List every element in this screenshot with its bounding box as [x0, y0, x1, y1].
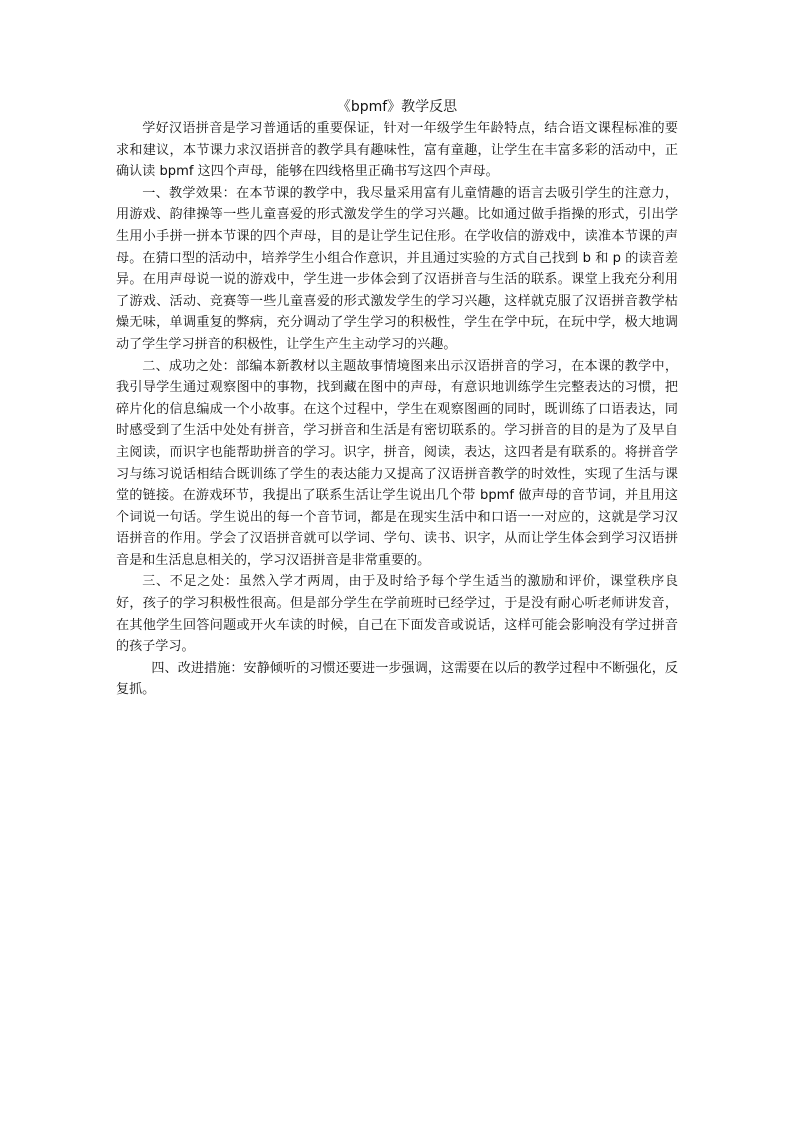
success-paragraph: 二、成功之处：部编本新教材以主题故事情境图来出示汉语拼音的学习，在本课的教学中，我引导学生通过观察图中的事物，找到藏在图中的声母，有意识地训练学生完整表达的习惯，把碎片化的信息编成一个小故事。在这个过程中，学生在观察图画的同时，既训练了口语表达，同时感受到了生活中处处有拼音，学习拼音和生活是有密切联系的。学习拼音的目的是为了及早自主阅读，而识字也能帮助拼音的学习。识字，拼音，阅读，表达，这四者是有联系的。将拼音学习与练习说话相结合既训练了学生的表达能力又提高了汉语拼音教学的时效性，实现了生活与课堂的链接。在游戏环节，我提出了联系生活让学生说出几个带 bpmf 做声母的音节词，并且用这个词说一句话。学生说出的每一个音节词，都是在现实生活中和口语一一对应的，这就是学习汉语拼音的作用。学会了汉语拼音就可以学词、学句、读书、识字，从而让学生体会到学习汉语拼音是和生活息息相关的，学习汉语拼音是非常重要的。: [116, 358, 678, 568]
document-title: 《bpmf》教学反思: [336, 99, 458, 115]
intro-paragraph: 学好汉语拼音是学习普通话的重要保证，针对一年级学生年龄特点，结合语文课程标准的要求和建议，本节课力求汉语拼音的教学具有趣味性，富有童趣，让学生在丰富多彩的活动中，正确认读 bpmf 这四个声母，能够在四线格里正确书写这四个声母。: [116, 121, 678, 180]
improvement-paragraph: 四、改进措施：安静倾听的习惯还要进一步强调，这需要在以后的教学过程中不断强化，反复抓。: [116, 660, 678, 698]
teaching-effect-paragraph: 一、教学效果：在本节课的教学中，我尽量采用富有儿童情趣的语言去吸引学生的注意力，用游戏、韵律操等一些儿童喜爱的形式激发学生的学习兴趣。比如通过做手指操的形式，引出学生用小手拼一拼本节课的四个声母，目的是让学生记住形。在学收信的游戏中，读准本节课的声母。在猜口型的活动中，培养学生小组合作意识，并且通过实验的方式自己找到 b 和 p 的读音差异。在用声母说一说的游戏中，学生进一步体会到了汉语拼音与生活的联系。课堂上我充分利用了游戏、活动、竞赛等一些儿童喜爱的形式激发学生的学习兴趣，这样就克服了汉语拼音教学枯燥无味，单调重复的弊病，充分调动了学生学习的积极性，学生在学中玩，在玩中学，极大地调动了学生学习拼音的积极性，让学生产生主动学习的兴趣。: [116, 185, 678, 352]
shortcomings-paragraph: 三、不足之处：虽然入学才两周，由于及时给予每个学生适当的激励和评价，课堂秩序良好，孩子的学习积极性很高。但是部分学生在学前班时已经学过，于是没有耐心听老师讲发音，在其他学生回答问题或开火车读的时候，自己在下面发音或说话，这样可能会影响没有学过拼音的孩子学习。: [116, 574, 678, 655]
document-page: [116, 96, 678, 701]
